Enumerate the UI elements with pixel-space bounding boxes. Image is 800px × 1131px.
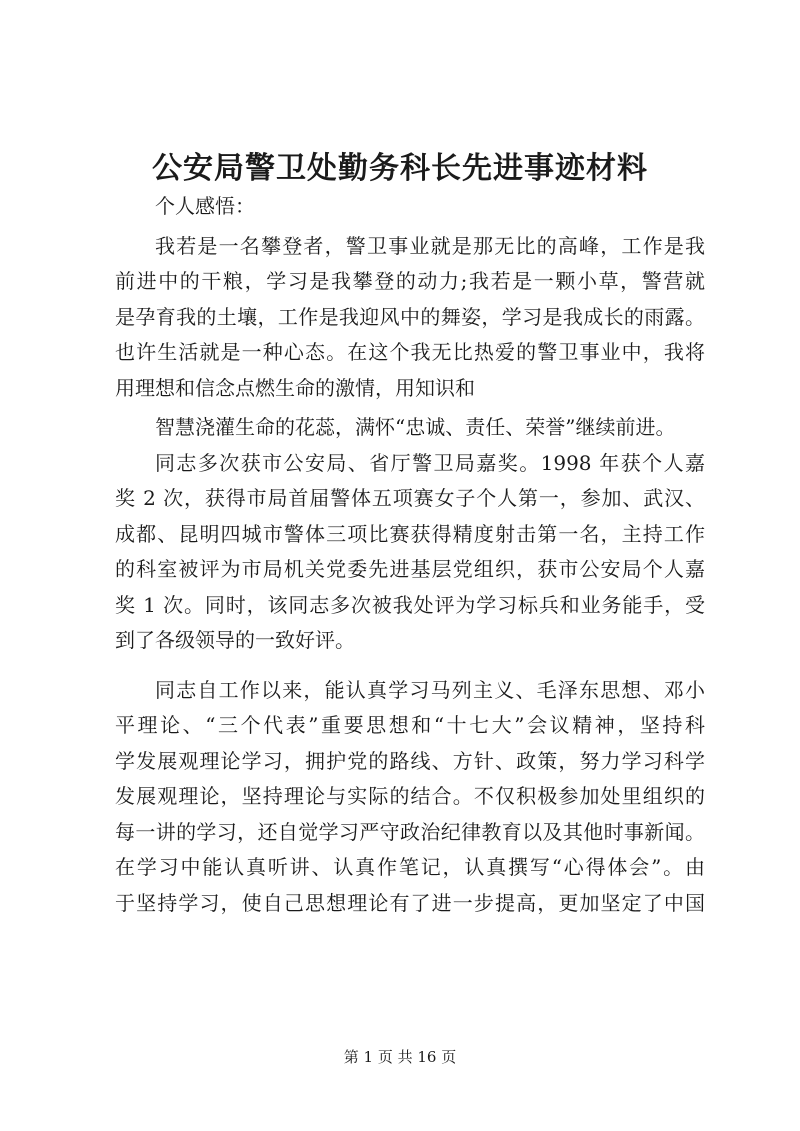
- paragraph-line: 我若是一名攀登者，警卫事业就是那无比的高峰，工作是我: [155, 233, 705, 258]
- document-title: 公安局警卫处勤务科长先进事迹材料: [152, 151, 648, 186]
- paragraph-line: 于坚持学习，使自己思想理论有了进一步提高，更加坚定了中国: [115, 890, 705, 915]
- paragraph-line: 同志多次获市公安局、省厅警卫局嘉奖。1998 年获个人嘉: [155, 450, 705, 475]
- page-number-footer: 第 1 页 共 16 页: [343, 1048, 457, 1066]
- paragraph-line: 也许生活就是一种心态。在这个我无比热爱的警卫事业中，我将: [115, 340, 705, 364]
- paragraph-line: 奖 1 次。同时，该同志多次被我处评为学习标兵和业务能手，受: [115, 592, 705, 617]
- document-body: [115, 189, 705, 921]
- section-heading-personal-insight: 个人感悟：: [155, 194, 255, 218]
- paragraph-line: 的科室被评为市局机关党委先进基层党组织，获市公安局个人嘉: [115, 557, 705, 581]
- paragraph-line: 每一讲的学习，还自觉学习严守政治纪律教育以及其他时事新闻。: [115, 819, 705, 844]
- paragraph-line: 奖 2 次，获得市局首届警体五项赛女子个人第一，参加、武汉、: [115, 486, 705, 510]
- paragraph-line: 发展观理论，坚持理论与实际的结合。不仅积极参加处里组织的: [115, 784, 705, 808]
- paragraph-line: 平理论、“三个代表”重要思想和“十七大”会议精神，坚持科: [115, 713, 705, 737]
- paragraph-line: 是孕育我的土壤，工作是我迎风中的舞姿，学习是我成长的雨露。: [115, 304, 705, 329]
- paragraph-line: 学发展观理论学习，拥护党的路线、方针、政策，努力学习科学: [115, 748, 705, 773]
- paragraph-line: 同志自工作以来，能认真学习马列主义、毛泽东思想、邓小: [155, 677, 705, 702]
- paragraph-line: 在学习中能认真听讲、认真作笔记，认真撰写“心得体会”。由: [115, 855, 705, 879]
- paragraph-line: 智慧浇灌生命的花蕊，满怀“忠诚、责任、荣誉”继续前进。: [155, 415, 676, 439]
- paragraph-line: 用理想和信念点燃生命的激情，用知识和: [115, 375, 475, 400]
- paragraph-line: 到了各级领导的一致好评。: [115, 628, 355, 652]
- paragraph-line: 成都、昆明四城市警体三项比赛获得精度射击第一名，主持工作: [115, 521, 705, 546]
- paragraph-line: 前进中的干粮，学习是我攀登的动力;我若是一颗小草，警营就: [115, 269, 705, 293]
